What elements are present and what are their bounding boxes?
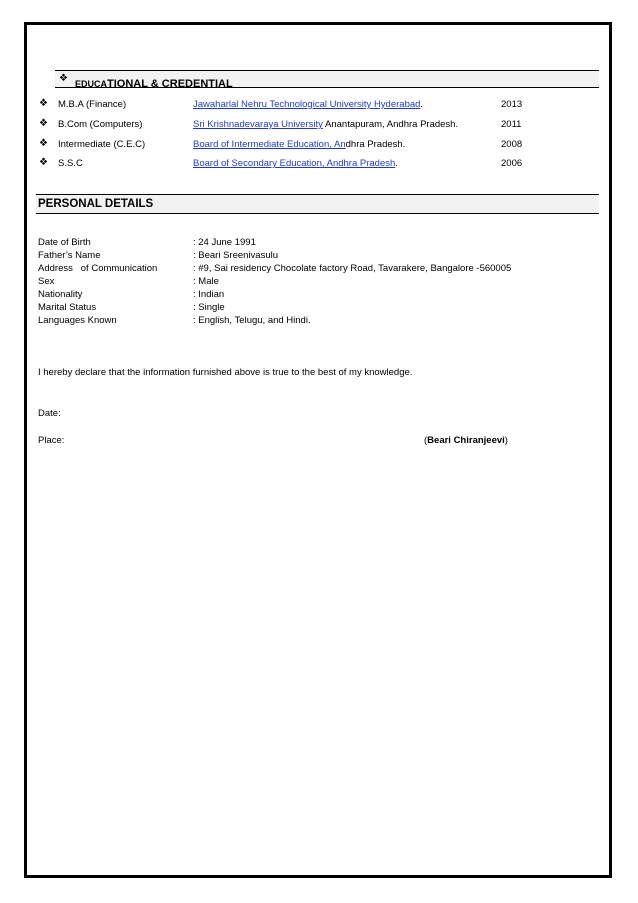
diamond-bullet-icon: ❖ (39, 98, 48, 109)
signature-open-paren: ( (424, 435, 428, 446)
diamond-bullet-icon: ❖ (39, 157, 48, 168)
place-label: Place: (38, 435, 65, 446)
signature-close-paren: ) (504, 435, 508, 446)
education-header-rest: TIONAL & CREDENTIAL (107, 78, 233, 90)
personal-details-title: PERSONAL DETAILS (38, 198, 154, 210)
institution-link[interactable]: Board of Secondary Education, Andhra Pradesh (193, 158, 396, 169)
detail-label: Date of Birth (38, 237, 91, 248)
education-header-prefix: EDUCA (75, 79, 108, 89)
institution-rest: . (395, 158, 398, 169)
detail-label: Sex (38, 276, 55, 287)
detail-label: Father’s Name (38, 250, 101, 261)
year-label: 2013 (501, 99, 523, 110)
declaration-text: I hereby declare that the information furnished above is true to the best of my knowledge. (38, 367, 413, 378)
institution-text (193, 139, 405, 150)
detail-value: : Indian (193, 289, 225, 300)
signature (424, 435, 508, 446)
institution-rest: . (420, 99, 424, 110)
institution-text (193, 119, 458, 130)
diamond-bullet-icon: ❖ (39, 118, 48, 129)
detail-value: : #9, Sai residency Chocolate factory Road, Tavarakere, Bangalore -560005 (193, 263, 512, 274)
year-label: 2006 (501, 158, 523, 169)
signature-name: Beari Chiranjeevi (427, 435, 505, 446)
detail-label: Marital Status (38, 302, 97, 313)
degree-label: Intermediate (C.E.C) (58, 139, 146, 150)
degree-label: S.S.C (58, 158, 83, 169)
institution-link[interactable]: Sri Krishnadevaraya University (193, 119, 323, 130)
detail-label: Nationality (38, 289, 83, 300)
institution-text (193, 158, 398, 169)
detail-label: Address of Communication (38, 263, 158, 274)
detail-label: Languages Known (38, 315, 117, 326)
year-label: 2011 (501, 119, 522, 130)
institution-rest: Anantapuram, Andhra Pradesh. (322, 119, 459, 130)
degree-label: M.B.A (Finance) (58, 99, 127, 110)
personal-details-header-bar (36, 194, 599, 214)
detail-value: : 24 June 1991 (193, 237, 256, 248)
page-border (24, 22, 612, 878)
education-header-bar (55, 70, 599, 88)
detail-value: : English, Telugu, and Hindi. (193, 315, 311, 326)
year-label: 2008 (501, 139, 523, 150)
detail-value: : Male (193, 276, 219, 287)
institution-link[interactable]: Jawaharlal Nehru Technological University Hyderabad (193, 99, 421, 110)
education-header-title (75, 74, 233, 92)
detail-value: : Single (193, 302, 225, 313)
institution-link[interactable]: Board of Intermediate Education, An (193, 139, 346, 150)
date-label: Date: (38, 408, 61, 419)
diamond-bullet-icon: ❖ (59, 73, 68, 84)
institution-rest: dhra Pradesh. (345, 139, 406, 150)
degree-label: B.Com (Computers) (58, 119, 143, 130)
detail-value: : Beari Sreenivasulu (193, 250, 279, 261)
diamond-bullet-icon: ❖ (39, 138, 48, 149)
institution-text (193, 99, 423, 110)
